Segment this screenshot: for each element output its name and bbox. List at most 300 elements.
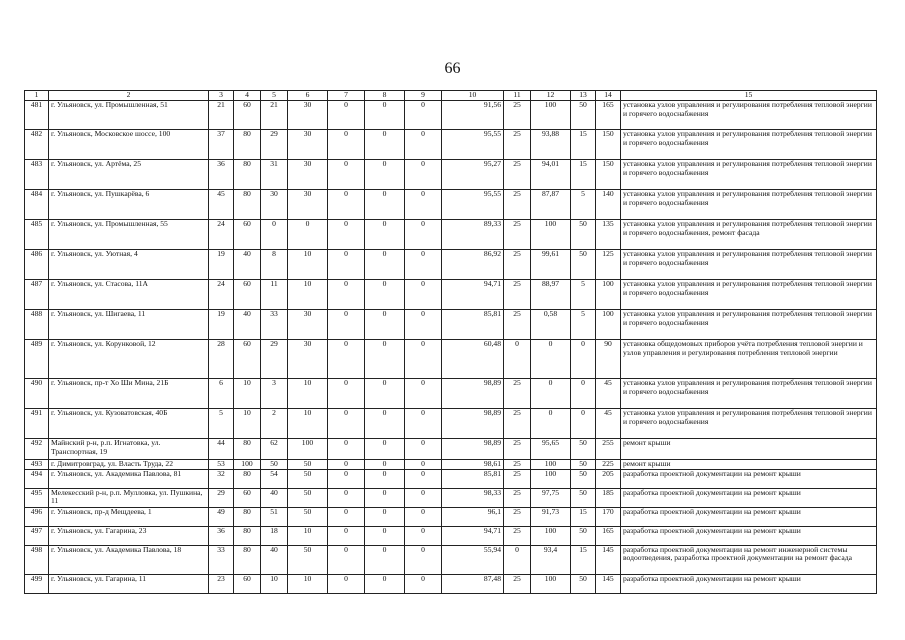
work-type-cell: установка узлов управления и регулирования потребления тепловой энергии и горячего водоснабжения — [621, 101, 877, 130]
value-cell: 80 — [234, 507, 261, 526]
address-cell: г. Ульяновск, ул. Академика Павлова, 81 — [49, 469, 209, 488]
value-cell: 0 — [405, 379, 442, 409]
value-cell: 0 — [405, 574, 442, 593]
column-header: 10 — [442, 91, 504, 101]
work-type-cell: разработка проектной документации на ремонт крыши — [621, 526, 877, 545]
table-row — [25, 220, 877, 250]
row-number-cell: 497 — [25, 526, 49, 545]
column-header: 13 — [571, 91, 596, 101]
value-cell: 125 — [596, 250, 621, 280]
value-cell: 10 — [234, 409, 261, 439]
value-cell: 140 — [596, 190, 621, 220]
value-cell: 24 — [209, 280, 234, 310]
value-cell: 0 — [328, 545, 365, 574]
table-row — [25, 545, 877, 574]
value-cell: 10 — [261, 574, 288, 593]
value-cell: 0 — [365, 545, 405, 574]
value-cell: 0 — [405, 220, 442, 250]
value-cell: 60 — [234, 220, 261, 250]
value-cell: 30 — [288, 130, 328, 160]
address-cell: г. Ульяновск, пр-д Мещдеева, 1 — [49, 507, 209, 526]
value-cell: 29 — [261, 130, 288, 160]
value-cell: 135 — [596, 220, 621, 250]
value-cell: 0 — [328, 488, 365, 507]
row-number-cell: 489 — [25, 340, 49, 379]
value-cell: 37 — [209, 130, 234, 160]
row-number-cell: 496 — [25, 507, 49, 526]
value-cell: 0 — [504, 545, 531, 574]
work-type-cell: установка узлов управления и регулирования потребления тепловой энергии и горячего водоснабжения, ремонт фасада — [621, 220, 877, 250]
value-cell: 10 — [288, 409, 328, 439]
value-cell: 25 — [504, 409, 531, 439]
value-cell: 95,55 — [442, 130, 504, 160]
value-cell: 100 — [234, 460, 261, 470]
value-cell: 62 — [261, 439, 288, 460]
value-cell: 0 — [328, 340, 365, 379]
row-number-cell: 494 — [25, 469, 49, 488]
value-cell: 0 — [328, 526, 365, 545]
address-cell: г. Ульяновск, ул. Промышленная, 55 — [49, 220, 209, 250]
value-cell: 255 — [596, 439, 621, 460]
value-cell: 0 — [328, 190, 365, 220]
row-number-cell: 486 — [25, 250, 49, 280]
value-cell: 145 — [596, 545, 621, 574]
work-type-cell: установка узлов управления и регулирования потребления тепловой энергии и горячего водоснабжения — [621, 250, 877, 280]
page-number: 66 — [444, 60, 461, 77]
value-cell: 98,33 — [442, 488, 504, 507]
value-cell: 30 — [288, 101, 328, 130]
value-cell: 91,73 — [531, 507, 571, 526]
value-cell: 98,89 — [442, 379, 504, 409]
table-row — [25, 250, 877, 280]
address-cell: г. Димитровград, ул. Власть Труда, 22 — [49, 460, 209, 470]
value-cell: 170 — [596, 507, 621, 526]
value-cell: 11 — [261, 280, 288, 310]
table-row — [25, 507, 877, 526]
row-number-cell: 485 — [25, 220, 49, 250]
value-cell: 0 — [405, 101, 442, 130]
value-cell: 80 — [234, 439, 261, 460]
work-type-cell: установка узлов управления и регулирования потребления тепловой энергии и горячего водоснабжения — [621, 409, 877, 439]
value-cell: 80 — [234, 545, 261, 574]
value-cell: 10 — [234, 379, 261, 409]
value-cell: 10 — [288, 280, 328, 310]
value-cell: 0 — [405, 190, 442, 220]
value-cell: 60 — [234, 488, 261, 507]
value-cell: 60 — [234, 101, 261, 130]
value-cell: 0 — [328, 409, 365, 439]
value-cell: 44 — [209, 439, 234, 460]
value-cell: 0 — [531, 379, 571, 409]
value-cell: 25 — [504, 310, 531, 340]
address-cell: г. Ульяновск, пр-т Хо Ши Мина, 21Б — [49, 379, 209, 409]
value-cell: 0 — [531, 340, 571, 379]
value-cell: 0 — [571, 340, 596, 379]
value-cell: 91,56 — [442, 101, 504, 130]
value-cell: 0 — [365, 130, 405, 160]
value-cell: 93,4 — [531, 545, 571, 574]
value-cell: 15 — [571, 507, 596, 526]
column-header: 6 — [288, 91, 328, 101]
value-cell: 95,65 — [531, 439, 571, 460]
value-cell: 98,89 — [442, 439, 504, 460]
value-cell: 0 — [328, 460, 365, 470]
value-cell: 30 — [261, 190, 288, 220]
value-cell: 100 — [531, 101, 571, 130]
value-cell: 33 — [261, 310, 288, 340]
table-row — [25, 160, 877, 190]
value-cell: 33 — [209, 545, 234, 574]
value-cell: 0 — [405, 460, 442, 470]
value-cell: 29 — [261, 340, 288, 379]
value-cell: 25 — [504, 460, 531, 470]
value-cell: 5 — [571, 280, 596, 310]
value-cell: 30 — [288, 340, 328, 379]
row-number-cell: 481 — [25, 101, 49, 130]
value-cell: 40 — [261, 545, 288, 574]
table-row — [25, 460, 877, 470]
value-cell: 225 — [596, 460, 621, 470]
value-cell: 0 — [405, 409, 442, 439]
value-cell: 0 — [365, 340, 405, 379]
work-type-cell: установка узлов управления и регулирования потребления тепловой энергии и горячего водоснабжения — [621, 160, 877, 190]
value-cell: 21 — [261, 101, 288, 130]
value-cell: 25 — [504, 439, 531, 460]
value-cell: 5 — [571, 190, 596, 220]
table-row — [25, 409, 877, 439]
address-cell: Майнский р-н, р.п. Игнатовка, ул. Транспортная, 19 — [49, 439, 209, 460]
value-cell: 0 — [405, 526, 442, 545]
row-number-cell: 488 — [25, 310, 49, 340]
value-cell: 0 — [365, 526, 405, 545]
value-cell: 94,71 — [442, 280, 504, 310]
value-cell: 50 — [571, 526, 596, 545]
value-cell: 0 — [405, 439, 442, 460]
value-cell: 30 — [288, 160, 328, 190]
column-header: 14 — [596, 91, 621, 101]
column-header: 12 — [531, 91, 571, 101]
value-cell: 10 — [288, 526, 328, 545]
value-cell: 25 — [504, 488, 531, 507]
table-row — [25, 280, 877, 310]
value-cell: 0 — [365, 280, 405, 310]
value-cell: 0 — [365, 379, 405, 409]
address-cell: г. Ульяновск, ул. Артёма, 25 — [49, 160, 209, 190]
value-cell: 10 — [288, 250, 328, 280]
column-header: 9 — [405, 91, 442, 101]
value-cell: 0 — [365, 220, 405, 250]
value-cell: 60 — [234, 280, 261, 310]
value-cell: 36 — [209, 160, 234, 190]
value-cell: 40 — [234, 250, 261, 280]
address-cell: г. Ульяновск, ул. Академика Павлова, 18 — [49, 545, 209, 574]
value-cell: 25 — [504, 507, 531, 526]
value-cell: 40 — [261, 488, 288, 507]
value-cell: 100 — [596, 280, 621, 310]
address-cell: г. Ульяновск, Московское шоссе, 100 — [49, 130, 209, 160]
value-cell: 94,71 — [442, 526, 504, 545]
value-cell: 150 — [596, 160, 621, 190]
value-cell: 165 — [596, 101, 621, 130]
value-cell: 50 — [571, 250, 596, 280]
table-row — [25, 488, 877, 507]
address-cell: г. Ульяновск, ул. Шигаева, 11 — [49, 310, 209, 340]
value-cell: 0 — [571, 409, 596, 439]
table-row — [25, 190, 877, 220]
address-cell: Мелекесский р-н, р.п. Мулловка, ул. Пушкина, 11 — [49, 488, 209, 507]
row-number-cell: 495 — [25, 488, 49, 507]
value-cell: 25 — [504, 220, 531, 250]
value-cell: 0 — [261, 220, 288, 250]
value-cell: 0 — [405, 250, 442, 280]
value-cell: 19 — [209, 250, 234, 280]
value-cell: 0 — [328, 220, 365, 250]
value-cell: 50 — [571, 439, 596, 460]
row-number-cell: 483 — [25, 160, 49, 190]
work-type-cell: разработка проектной документации на ремонт крыши — [621, 507, 877, 526]
value-cell: 0 — [531, 409, 571, 439]
value-cell: 45 — [596, 409, 621, 439]
address-cell: г. Ульяновск, ул. Уютная, 4 — [49, 250, 209, 280]
value-cell: 45 — [596, 379, 621, 409]
table-row — [25, 379, 877, 409]
value-cell: 80 — [234, 190, 261, 220]
value-cell: 100 — [531, 460, 571, 470]
value-cell: 0 — [328, 507, 365, 526]
value-cell: 0 — [328, 439, 365, 460]
value-cell: 0 — [365, 101, 405, 130]
value-cell: 36 — [209, 526, 234, 545]
value-cell: 185 — [596, 488, 621, 507]
value-cell: 25 — [504, 280, 531, 310]
value-cell: 0 — [405, 340, 442, 379]
value-cell: 0 — [405, 280, 442, 310]
row-number-cell: 491 — [25, 409, 49, 439]
value-cell: 50 — [571, 101, 596, 130]
value-cell: 100 — [531, 574, 571, 593]
work-type-cell: установка общедомовых приборов учёта потребления тепловой энергии и узлов управления и регулирования потребления тепловой энергии — [621, 340, 877, 379]
value-cell: 86,92 — [442, 250, 504, 280]
value-cell: 98,61 — [442, 460, 504, 470]
value-cell: 10 — [288, 379, 328, 409]
address-cell: г. Ульяновск, ул. Корунковой, 12 — [49, 340, 209, 379]
value-cell: 10 — [288, 574, 328, 593]
value-cell: 87,87 — [531, 190, 571, 220]
value-cell: 205 — [596, 469, 621, 488]
work-type-cell: разработка проектной документации на ремонт крыши — [621, 488, 877, 507]
value-cell: 80 — [234, 469, 261, 488]
work-type-cell: установка узлов управления и регулирования потребления тепловой энергии и горячего водоснабжения — [621, 130, 877, 160]
value-cell: 50 — [288, 460, 328, 470]
value-cell: 32 — [209, 469, 234, 488]
value-cell: 100 — [596, 310, 621, 340]
value-cell: 8 — [261, 250, 288, 280]
work-type-cell: ремонт крыши — [621, 439, 877, 460]
value-cell: 23 — [209, 574, 234, 593]
value-cell: 0 — [328, 130, 365, 160]
value-cell: 50 — [288, 469, 328, 488]
value-cell: 0 — [571, 379, 596, 409]
value-cell: 0 — [328, 379, 365, 409]
value-cell: 0 — [328, 250, 365, 280]
value-cell: 100 — [531, 469, 571, 488]
value-cell: 87,48 — [442, 574, 504, 593]
value-cell: 24 — [209, 220, 234, 250]
value-cell: 25 — [504, 379, 531, 409]
value-cell: 5 — [209, 409, 234, 439]
value-cell: 28 — [209, 340, 234, 379]
address-cell: г. Ульяновск, ул. Гагарина, 23 — [49, 526, 209, 545]
value-cell: 0 — [328, 160, 365, 190]
value-cell: 0 — [365, 160, 405, 190]
value-cell: 165 — [596, 526, 621, 545]
value-cell: 60 — [234, 574, 261, 593]
value-cell: 15 — [571, 130, 596, 160]
address-cell: г. Ульяновск, ул. Кузоватовская, 40Б — [49, 409, 209, 439]
row-number-cell: 499 — [25, 574, 49, 593]
value-cell: 0 — [405, 160, 442, 190]
value-cell: 99,61 — [531, 250, 571, 280]
value-cell: 97,75 — [531, 488, 571, 507]
value-cell: 15 — [571, 160, 596, 190]
work-type-cell: разработка проектной документации на ремонт крыши — [621, 469, 877, 488]
value-cell: 100 — [531, 220, 571, 250]
value-cell: 100 — [531, 526, 571, 545]
value-cell: 50 — [288, 507, 328, 526]
value-cell: 0 — [405, 130, 442, 160]
value-cell: 0 — [328, 280, 365, 310]
value-cell: 0 — [328, 469, 365, 488]
value-cell: 45 — [209, 190, 234, 220]
row-number-cell: 498 — [25, 545, 49, 574]
value-cell: 50 — [571, 488, 596, 507]
value-cell: 0 — [504, 340, 531, 379]
value-cell: 0 — [365, 469, 405, 488]
value-cell: 0 — [328, 310, 365, 340]
work-type-cell: разработка проектной документации на ремонт крыши — [621, 574, 877, 593]
work-type-cell: установка узлов управления и регулирования потребления тепловой энергии и горячего водоснабжения — [621, 379, 877, 409]
value-cell: 98,89 — [442, 409, 504, 439]
value-cell: 31 — [261, 160, 288, 190]
value-cell: 50 — [288, 488, 328, 507]
work-type-cell: установка узлов управления и регулирования потребления тепловой энергии и горячего водоснабжения — [621, 280, 877, 310]
value-cell: 18 — [261, 526, 288, 545]
value-cell: 0 — [365, 250, 405, 280]
value-cell: 0,58 — [531, 310, 571, 340]
value-cell: 50 — [571, 460, 596, 470]
value-cell: 25 — [504, 526, 531, 545]
value-cell: 0 — [365, 574, 405, 593]
row-number-cell: 492 — [25, 439, 49, 460]
table-row — [25, 574, 877, 593]
address-cell: г. Ульяновск, ул. Пушкарёва, 6 — [49, 190, 209, 220]
value-cell: 40 — [234, 310, 261, 340]
value-cell: 50 — [261, 460, 288, 470]
table-row — [25, 526, 877, 545]
address-cell: г. Ульяновск, ул. Гагарина, 11 — [49, 574, 209, 593]
value-cell: 96,1 — [442, 507, 504, 526]
address-cell: г. Ульяновск, ул. Стасова, 11А — [49, 280, 209, 310]
column-header: 11 — [504, 91, 531, 101]
row-number-cell: 487 — [25, 280, 49, 310]
value-cell: 25 — [504, 130, 531, 160]
value-cell: 53 — [209, 460, 234, 470]
value-cell: 80 — [234, 526, 261, 545]
column-header: 8 — [365, 91, 405, 101]
value-cell: 85,81 — [442, 469, 504, 488]
value-cell: 94,01 — [531, 160, 571, 190]
value-cell: 0 — [328, 574, 365, 593]
value-cell: 0 — [365, 190, 405, 220]
value-cell: 60,48 — [442, 340, 504, 379]
value-cell: 0 — [328, 101, 365, 130]
table-row — [25, 101, 877, 130]
value-cell: 150 — [596, 130, 621, 160]
value-cell: 49 — [209, 507, 234, 526]
value-cell: 0 — [405, 310, 442, 340]
column-header: 2 — [49, 91, 209, 101]
column-header: 15 — [621, 91, 877, 101]
value-cell: 0 — [365, 488, 405, 507]
row-number-cell: 484 — [25, 190, 49, 220]
value-cell: 50 — [571, 220, 596, 250]
value-cell: 0 — [365, 409, 405, 439]
value-cell: 85,81 — [442, 310, 504, 340]
value-cell: 0 — [405, 545, 442, 574]
value-cell: 25 — [504, 574, 531, 593]
value-cell: 50 — [571, 574, 596, 593]
value-cell: 6 — [209, 379, 234, 409]
column-header: 4 — [234, 91, 261, 101]
value-cell: 0 — [365, 439, 405, 460]
value-cell: 0 — [365, 460, 405, 470]
value-cell: 0 — [365, 310, 405, 340]
table-row — [25, 130, 877, 160]
column-header: 7 — [328, 91, 365, 101]
value-cell: 3 — [261, 379, 288, 409]
row-number-cell: 482 — [25, 130, 49, 160]
value-cell: 25 — [504, 190, 531, 220]
table-row — [25, 340, 877, 379]
value-cell: 90 — [596, 340, 621, 379]
value-cell: 95,27 — [442, 160, 504, 190]
column-header: 1 — [25, 91, 49, 101]
value-cell: 95,55 — [442, 190, 504, 220]
data-table — [24, 90, 877, 594]
table-row — [25, 469, 877, 488]
value-cell: 15 — [571, 545, 596, 574]
value-cell: 21 — [209, 101, 234, 130]
table-header-row — [25, 91, 877, 101]
work-type-cell: ремонт крыши — [621, 460, 877, 470]
value-cell: 50 — [571, 469, 596, 488]
value-cell: 93,88 — [531, 130, 571, 160]
value-cell: 88,97 — [531, 280, 571, 310]
value-cell: 60 — [234, 340, 261, 379]
value-cell: 2 — [261, 409, 288, 439]
value-cell: 80 — [234, 130, 261, 160]
table-row — [25, 439, 877, 460]
value-cell: 55,94 — [442, 545, 504, 574]
value-cell: 89,33 — [442, 220, 504, 250]
value-cell: 50 — [288, 545, 328, 574]
address-cell: г. Ульяновск, ул. Промышленная, 51 — [49, 101, 209, 130]
value-cell: 25 — [504, 250, 531, 280]
value-cell: 29 — [209, 488, 234, 507]
value-cell: 5 — [571, 310, 596, 340]
value-cell: 0 — [288, 220, 328, 250]
value-cell: 0 — [405, 469, 442, 488]
